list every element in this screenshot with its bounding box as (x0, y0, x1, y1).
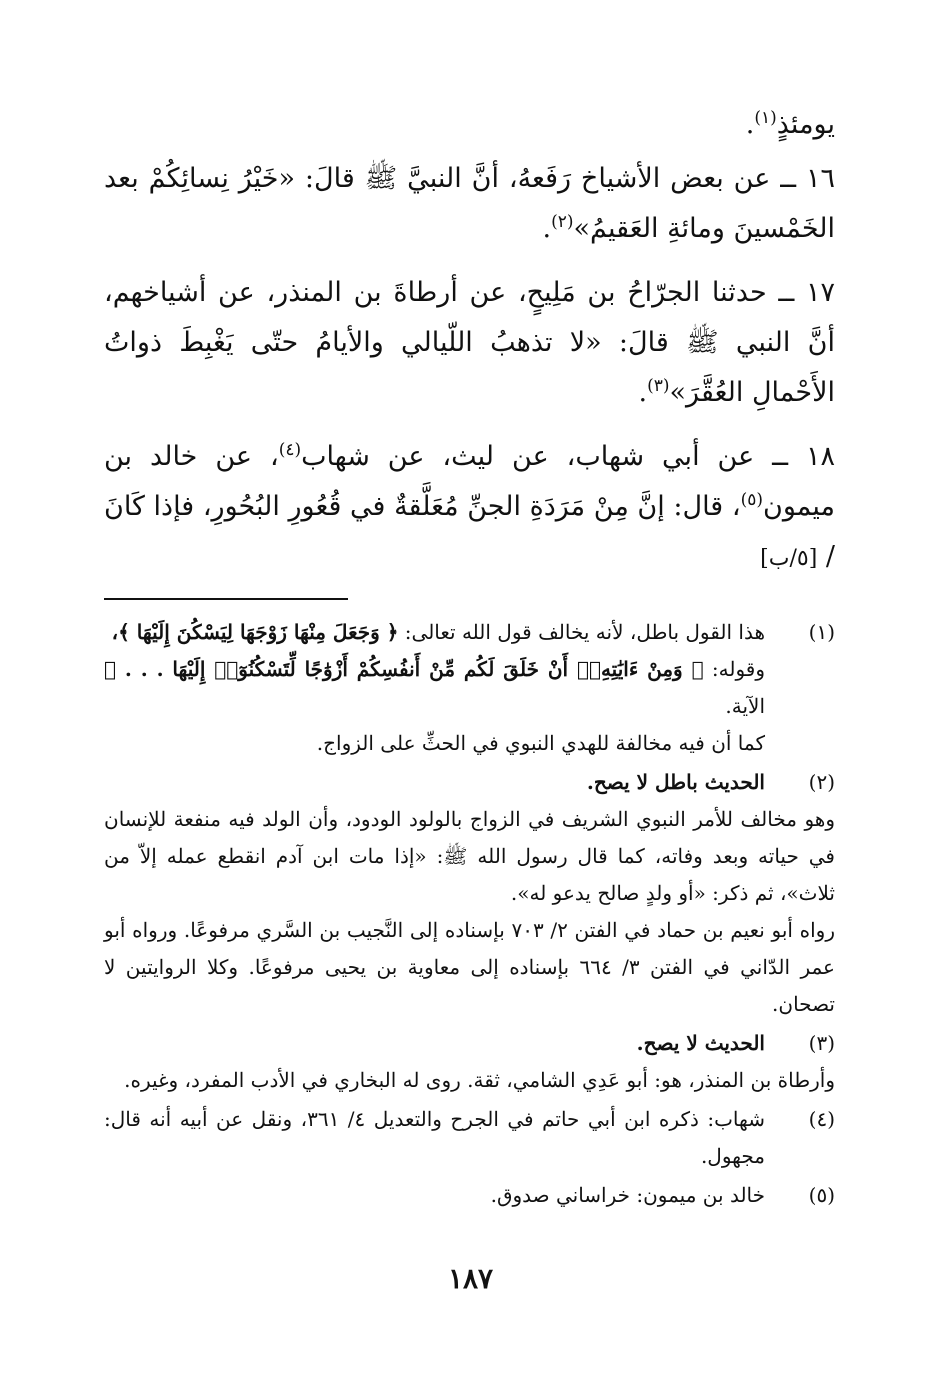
page-number: ١٨٧ (447, 1262, 494, 1295)
paragraph-text: يومئذٍ (776, 109, 835, 140)
paragraph-end: . (745, 109, 755, 140)
paragraph-end: . (638, 377, 648, 408)
footnote-number: (٣) (808, 1031, 835, 1055)
footnote-paragraph: رواه أبو نعيم بن حماد في الفتن ٢/ ٧٠٣ بإسناده إلى النَّجيب بن السَّري مرفوعًا. ورواه أبو عمر الدّاني في الفتن ٣/ ٦٦٤ بإسناده إلى معاوية بن يحيى مرفوعًا. وكلا الروايتين لا تصحان. (104, 918, 835, 1016)
footnote-number: (٢) (808, 770, 835, 794)
footnote-line: كما أن فيه مخالفة للهدي النبوي في الحثِّ على الزواج. (316, 731, 765, 755)
footnote-text: وقوله: (711, 657, 765, 681)
hadith-text: ١٦ ــ عن بعض الأشياخ رَفَعهُ، أنَّ النبيَّ ﷺ قالَ: «خَيْرُ نِسائِكُمْ بعد الخَمْسينَ ومائةِ العَقيمُ» (104, 163, 835, 244)
footnote-3 (104, 1025, 835, 1099)
footnote-2 (104, 764, 835, 1023)
hadith-text: ١٨ ــ عن أبي شهاب، عن ليث، عن شهاب (301, 441, 835, 472)
hadith-text: ، عن خالد بن ميمون (104, 441, 835, 522)
footnote-ref[interactable]: (٣) (647, 376, 670, 396)
footnote-ref[interactable]: (٥) (740, 490, 763, 510)
footnote-ref[interactable]: (٤) (278, 440, 302, 460)
hadith-text: ، قال: إنَّ مِنْ مَرَدَةِ الجنِّ مُعَلَّقةٌ في قُعُورِ البُحُورِ، فإذا كَانَ / (104, 491, 835, 572)
footnote-line (104, 614, 765, 651)
footnote-text: الآية. (725, 694, 765, 718)
footnote-paragraph: وهو مخالف للأمر النبوي الشريف في الزواج بالولود الودود، وأن الولد فيه منفعة للإنسان في حياته وبعد وفاته، كما قال رسول الله ﷺ: «إذا مات ابن آدم انقطع عمله إلاّ من ثلاث»، ثم ذكر: «أو ولدٍ صالح يدعو له». (104, 807, 835, 905)
footnote-separator (104, 598, 348, 600)
quran-verse: ﴿ وَمِنْ ءَايَٰتِهِۦٓ أَنْ خَلَقَ لَكُم مِّنْ أَنفُسِكُمْ أَزْوَٰجًا لِّتَسْكُنُوٓا۟ إِلَيْهَا . . . ﴾ (104, 657, 704, 681)
footnote-paragraph: خالد بن ميمون: خراساني صدوق. (490, 1183, 765, 1207)
footnotes (104, 614, 835, 1214)
main-text (104, 100, 835, 584)
paragraph-end: . (542, 213, 552, 244)
footnote-line (104, 651, 765, 725)
footnote-text: هذا القول باطل، لأنه يخالف قول الله تعالى: (404, 620, 765, 644)
footnote-paragraph: وأرطاة بن المنذر، هو: أبو عَدِي الشامي، ثقة. روى له البخاري في الأدب المفرد، وغيره. (124, 1068, 835, 1092)
manuscript-folio-marker: [٥/ب] (760, 546, 818, 571)
footnote-number: (٥) (808, 1183, 835, 1207)
footnote-paragraph: شهاب: ذكره ابن أبي حاتم في الجرح والتعديل ٤/ ٣٦١، ونقل عن أبيه أنه قال: مجهول. (104, 1107, 765, 1168)
footnote-4 (104, 1101, 835, 1175)
hadith-text: ١٧ ــ حدثنا الجرّاحُ بن مَلِيحٍ، عن أرطاةَ بن المنذر، عن أشياخهم، أنَّ النبي ﷺ قالَ: «لا تذهبُ اللّيالي والأيامُ حتّى يَغْبِطَ ذواتُ الأَحْمالِ العُقَّرَ» (104, 277, 835, 408)
footnote-ref[interactable]: (١) (754, 108, 777, 128)
hadith-17 (104, 268, 835, 418)
footnote-heading: الحديث باطل لا يصح. (586, 770, 765, 794)
hadith-18 (104, 432, 835, 584)
quran-verse: ﴿ وَجَعَلَ مِنْهَا زَوْجَهَا لِيَسْكُنَ إِلَيْهَا ﴾، (111, 620, 399, 644)
footnote-heading: الحديث لا يصح. (636, 1031, 765, 1055)
footnote-1 (104, 614, 835, 762)
hadith-16 (104, 154, 835, 254)
paragraph-continuation (104, 100, 835, 150)
footnote-5 (104, 1177, 835, 1214)
footnote-number: (٤) (808, 1107, 835, 1131)
footnote-number: (١) (808, 620, 835, 644)
footnote-ref[interactable]: (٢) (551, 212, 574, 232)
